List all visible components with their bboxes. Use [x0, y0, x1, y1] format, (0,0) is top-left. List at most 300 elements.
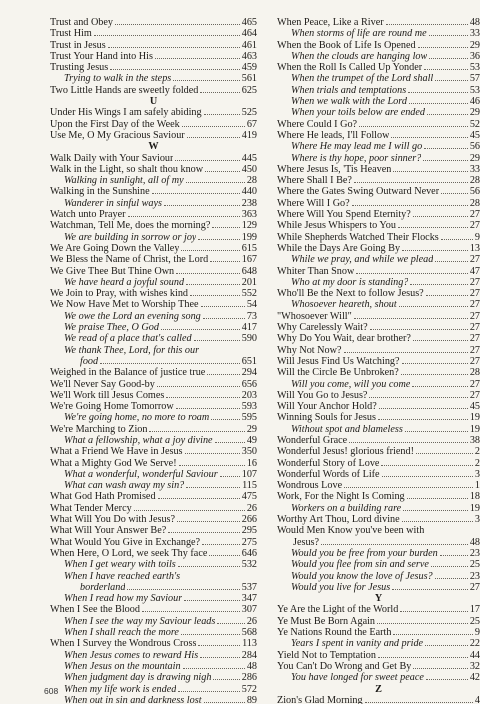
- index-entry: [50, 186, 257, 197]
- entry-title: While Shepherds Watched Their Flocks: [277, 231, 439, 243]
- dot-leader: [108, 47, 240, 48]
- entry-title: When Jesus on the mountain: [64, 660, 181, 672]
- dot-leader: [441, 239, 473, 240]
- entry-title: Under His Wings I am safely abiding: [50, 107, 202, 119]
- dot-leader: [186, 182, 245, 183]
- dot-leader: [441, 193, 468, 194]
- dot-leader: [100, 363, 240, 364]
- index-subentry: [50, 559, 257, 570]
- dot-leader: [435, 80, 468, 81]
- dot-leader: [181, 634, 240, 635]
- index-entry: [50, 164, 257, 175]
- entry-title: Workers on a building rare: [291, 502, 402, 514]
- hymn-number: 49: [246, 434, 257, 446]
- index-subentry: [50, 695, 257, 704]
- hymn-number: 48: [246, 660, 257, 672]
- dot-leader: [177, 521, 240, 522]
- index-subentry: [50, 469, 257, 480]
- index-subentry: [50, 650, 257, 661]
- hymn-number: 294: [241, 367, 257, 379]
- hymn-number: 17: [469, 604, 480, 616]
- hymn-number: 463: [241, 50, 257, 62]
- index-entry: [277, 650, 480, 661]
- entry-title: When we walk with the Lord: [291, 96, 407, 108]
- entry-title: While Jesus Whispers to You: [277, 220, 396, 232]
- dot-leader: [205, 171, 240, 172]
- index-entry: [50, 153, 257, 164]
- index-entry: [277, 345, 480, 356]
- entry-title: Wonderful Words of Life: [277, 468, 380, 480]
- index-entry: [277, 130, 480, 141]
- index-entry: [50, 288, 257, 299]
- dot-leader: [381, 465, 472, 466]
- dot-leader: [183, 668, 245, 669]
- hymn-number: 19: [469, 412, 480, 424]
- hymn-number: 57: [469, 73, 480, 85]
- index-entry: [277, 412, 480, 423]
- dot-leader: [349, 442, 468, 443]
- index-entry: [50, 220, 257, 231]
- entry-title: Trusting Jesus: [50, 62, 109, 74]
- hymn-number: 593: [241, 401, 257, 413]
- hymn-number: 42: [469, 672, 480, 684]
- hymn-number: 532: [241, 559, 257, 571]
- entry-title: Without spot and blameless: [291, 423, 403, 435]
- index-subentry: [277, 85, 480, 96]
- hymn-number: 552: [241, 288, 257, 300]
- hymn-number: 32: [469, 660, 480, 672]
- hymn-number: 2: [474, 446, 480, 458]
- dot-leader: [209, 555, 239, 556]
- entry-title: While we pray, and while we plead: [291, 254, 434, 266]
- dot-leader: [179, 465, 245, 466]
- hymn-number: 46: [469, 96, 480, 108]
- entry-title: We Give Thee But Thine Own: [50, 265, 175, 277]
- dot-leader: [407, 498, 468, 499]
- entry-title: Ye Must Be Born Again: [277, 615, 376, 627]
- entry-title: What God Hath Promised: [50, 491, 156, 503]
- dot-leader: [158, 498, 240, 499]
- entry-title: Would you flee from sin and serve: [291, 559, 429, 571]
- index-subentry: [50, 333, 257, 344]
- entry-title: We are building in sorrow or joy: [64, 231, 197, 243]
- hymn-number: 29: [469, 152, 480, 164]
- entry-title: Whosoever heareth, shout: [291, 299, 397, 311]
- page-number: 608: [44, 686, 59, 696]
- hymn-number: 203: [241, 389, 257, 401]
- hymn-number: 651: [241, 355, 257, 367]
- hymn-number: 29: [469, 39, 480, 51]
- index-subentry: [50, 198, 257, 209]
- dot-leader: [142, 611, 240, 612]
- hymn-number: 33: [469, 163, 480, 175]
- entry-title: Why Do You Wait, dear brother?: [277, 333, 411, 345]
- index-entry: [50, 209, 257, 220]
- index-entry: [277, 333, 480, 344]
- dot-leader: [403, 510, 468, 511]
- entry-title: Work, For the Night Is Coming: [277, 491, 405, 503]
- hymn-number: 572: [241, 683, 257, 695]
- index-subentry: [277, 638, 480, 649]
- index-subentry: [277, 559, 480, 570]
- entry-title: You Can't Do Wrong and Get By: [277, 660, 412, 672]
- dot-leader: [220, 476, 240, 477]
- index-entry: [50, 548, 257, 559]
- hymn-number: 238: [241, 197, 257, 209]
- dot-leader: [427, 114, 468, 115]
- hymn-number: 53: [469, 84, 480, 96]
- dot-leader: [115, 24, 240, 25]
- index-subentry: [50, 345, 257, 356]
- dot-leader: [402, 250, 468, 251]
- index-entry: [277, 220, 480, 231]
- dot-leader: [356, 273, 467, 274]
- dot-leader: [424, 69, 468, 70]
- hymn-number: 646: [241, 547, 257, 559]
- hymn-number: 45: [469, 129, 480, 141]
- index-subentry: [50, 571, 257, 582]
- hymn-number: 19: [469, 502, 480, 514]
- entry-title: We're Marching to Zion: [50, 423, 148, 435]
- hymn-number: 54: [246, 299, 257, 311]
- index-subentry: [50, 412, 257, 423]
- index-subentry: [277, 96, 480, 107]
- dot-leader: [176, 273, 240, 274]
- entry-title: When the trumpet of the Lord shall: [291, 73, 434, 85]
- entry-title: We read of a place that's called: [64, 333, 192, 345]
- dot-leader: [203, 318, 245, 319]
- hymn-number: 475: [241, 491, 257, 503]
- entry-title: Use Me, O My Gracious Saviour: [50, 129, 185, 141]
- dot-leader: [426, 679, 468, 680]
- dot-leader: [198, 645, 240, 646]
- hymn-number: 28: [469, 197, 480, 209]
- dot-leader: [379, 408, 468, 409]
- dot-leader: [392, 589, 468, 590]
- index-subentry: [277, 254, 480, 265]
- index-entry: [50, 51, 257, 62]
- dot-leader: [382, 476, 473, 477]
- index-column-left: [50, 17, 257, 704]
- entry-title: When I shall reach the more: [64, 627, 179, 639]
- hymn-number: 19: [469, 423, 480, 435]
- hymn-number: 56: [469, 141, 480, 153]
- section-letter: W: [148, 141, 159, 153]
- dot-leader: [429, 35, 468, 36]
- entry-title: We Bless the Name of Christ, the Lord: [50, 254, 209, 266]
- hymn-number: 73: [246, 310, 257, 322]
- hymn-number: 27: [469, 322, 480, 334]
- index-entry: [277, 198, 480, 209]
- index-subentry: [50, 627, 257, 638]
- entry-title: When I read how my Saviour: [64, 593, 183, 605]
- dot-leader: [413, 216, 468, 217]
- hymn-number: 56: [469, 186, 480, 198]
- dot-leader: [110, 69, 239, 70]
- index-subentry: [50, 684, 257, 695]
- index-subentry: [277, 582, 480, 593]
- entry-title: When trials and temptations: [291, 84, 407, 96]
- entry-title: Trust Your Hand into His: [50, 50, 153, 62]
- index-subentry: [277, 548, 480, 559]
- dot-leader: [440, 555, 468, 556]
- dot-leader: [175, 160, 239, 161]
- hymn-number: 27: [469, 344, 480, 356]
- dot-leader: [166, 397, 239, 398]
- dot-leader: [201, 306, 245, 307]
- dot-leader: [210, 261, 240, 262]
- index-subentry: [50, 661, 257, 672]
- entry-title: Who'll Be the Next to follow Jesus?: [277, 288, 424, 300]
- index-entry: [50, 458, 257, 469]
- index-entry: [277, 266, 480, 277]
- entry-title: Years I spent in vanity and pride: [291, 638, 424, 650]
- index-subentry: [277, 153, 480, 164]
- dot-leader: [149, 431, 244, 432]
- hymn-number: 18: [469, 491, 480, 503]
- entry-title: When I see the way my Saviour leads: [64, 615, 216, 627]
- dot-leader: [213, 679, 239, 680]
- dot-leader: [182, 126, 245, 127]
- entry-title: When out in sin and darkness lost: [64, 694, 202, 704]
- hymn-number: 27: [469, 299, 480, 311]
- index-entry: [277, 40, 480, 51]
- dot-leader: [202, 544, 240, 545]
- entry-title: Wanderer in sinful ways: [64, 197, 163, 209]
- index-entry: [277, 627, 480, 638]
- entry-title: Zion's Glad Morning: [277, 694, 363, 704]
- dot-leader: [435, 578, 468, 579]
- dot-leader: [152, 193, 240, 194]
- hymn-number: 67: [246, 118, 257, 130]
- dot-leader: [393, 634, 472, 635]
- entry-title: "Whosoever Will": [277, 310, 352, 322]
- entry-title: Two Little Hands are sweetly folded: [50, 84, 199, 96]
- hymn-number: 48: [469, 17, 480, 28]
- dot-leader: [378, 419, 468, 420]
- hymn-number: 29: [246, 423, 257, 435]
- dot-leader: [187, 137, 240, 138]
- hymn-number: 26: [246, 615, 257, 627]
- hymn-number: 648: [241, 265, 257, 277]
- entry-title: Will the Circle Be Unbroken?: [277, 367, 399, 379]
- index-entry: [50, 367, 257, 378]
- entry-title: What Will Your Answer Be?: [50, 525, 167, 537]
- entry-title: When I See the Blood: [50, 604, 140, 616]
- index-subentry: [50, 593, 257, 604]
- entry-title: Walking in the Sunshine: [50, 186, 150, 198]
- entry-title: Why Not Now?: [277, 344, 342, 356]
- dot-leader: [409, 103, 468, 104]
- entry-title: Trying to walk in the steps: [64, 73, 172, 85]
- index-entry: [277, 446, 480, 457]
- dot-leader: [128, 216, 240, 217]
- entry-title: We Join to Pray, with wishes kind: [50, 288, 189, 300]
- hymn-number: 295: [241, 525, 257, 537]
- dot-leader: [321, 544, 468, 545]
- entry-title: Wonderful Jesus! glorious friend!: [277, 446, 414, 458]
- hymn-number: 45: [469, 401, 480, 413]
- index-subentry: [50, 582, 257, 593]
- hymn-number: 464: [241, 28, 257, 40]
- dot-leader: [435, 261, 467, 262]
- dot-leader: [410, 284, 467, 285]
- entry-title: When my life work is ended: [64, 683, 177, 695]
- index-entry: [277, 356, 480, 367]
- index-entry: [50, 119, 257, 130]
- hymn-number: 450: [241, 163, 257, 175]
- entry-title: When the Book of Life Is Opened: [277, 39, 416, 51]
- entry-title: Would you be free from your burden: [291, 547, 438, 559]
- dot-leader: [200, 657, 240, 658]
- dot-leader: [431, 566, 468, 567]
- index-entry: [50, 243, 257, 254]
- index-entry: [277, 119, 480, 130]
- index-entry: [50, 537, 257, 548]
- index-subentry: [277, 571, 480, 582]
- hymn-number: 465: [241, 17, 257, 28]
- entry-title: Where is thy hope, poor sinner?: [291, 152, 422, 164]
- index-entry: [277, 243, 480, 254]
- dot-leader: [408, 92, 468, 93]
- section-letter: Y: [374, 593, 383, 605]
- dot-leader: [402, 521, 473, 522]
- hymn-number: 590: [241, 333, 257, 345]
- index-entry: [50, 491, 257, 502]
- entry-title: Watch unto Prayer: [50, 209, 126, 221]
- index-entry: [277, 311, 480, 322]
- hymn-number: 27: [469, 378, 480, 390]
- dot-leader: [344, 352, 468, 353]
- index-entry: [277, 367, 480, 378]
- entry-title: We owe the Lord an evening song: [64, 310, 201, 322]
- hymn-number: 33: [469, 28, 480, 40]
- dot-leader: [412, 386, 467, 387]
- hymn-number: 266: [241, 514, 257, 526]
- index-entry: [277, 435, 480, 446]
- dot-leader: [354, 182, 468, 183]
- dot-leader: [423, 160, 467, 161]
- index-entry: [277, 401, 480, 412]
- entry-title: What Tender Mercy: [50, 502, 132, 514]
- hymn-number: 52: [469, 118, 480, 130]
- dot-leader: [215, 442, 245, 443]
- hymn-number: 199: [241, 231, 257, 243]
- entry-title: Would you know the love of Jesus?: [291, 570, 433, 582]
- index-entry: [277, 186, 480, 197]
- entry-title: While the Days Are Going By: [277, 242, 401, 254]
- hymn-number: 167: [241, 254, 257, 266]
- index-entry: [50, 503, 257, 514]
- index-entry: [50, 85, 257, 96]
- hymn-number: 417: [241, 322, 257, 334]
- hymn-number: 25: [469, 615, 480, 627]
- dot-leader: [178, 566, 240, 567]
- entry-title: We'll Never Say Good-by: [50, 378, 155, 390]
- entry-title: Where Will You Spend Eternity?: [277, 209, 411, 221]
- entry-title: Jesus?: [293, 536, 320, 548]
- dot-leader: [94, 35, 240, 36]
- index-entry: [277, 288, 480, 299]
- index-entry: [50, 17, 257, 28]
- hymn-number: 275: [241, 536, 257, 548]
- dot-leader: [168, 532, 239, 533]
- index-entry: [50, 62, 257, 73]
- index-subentry: [50, 175, 257, 186]
- dot-leader: [354, 318, 468, 319]
- hymn-number: 27: [469, 254, 480, 266]
- dot-leader: [418, 47, 468, 48]
- entry-title: When the clouds are hanging low: [291, 50, 428, 62]
- hymn-number: 595: [241, 412, 257, 424]
- index-entry: [277, 525, 480, 536]
- hymn-number: 9: [474, 627, 480, 639]
- entry-title: Walk Daily with Your Saviour: [50, 152, 174, 164]
- index-subentry: [50, 311, 257, 322]
- index-entry: [277, 175, 480, 186]
- dot-leader: [178, 691, 239, 692]
- entry-title: Ye Are the Light of the World: [277, 604, 399, 616]
- dot-leader: [212, 227, 239, 228]
- hymn-number: 28: [469, 367, 480, 379]
- entry-title: Where Could I Go?: [277, 118, 358, 130]
- dot-leader: [344, 487, 473, 488]
- dot-leader: [359, 126, 468, 127]
- dot-leader: [211, 419, 239, 420]
- dot-leader: [413, 340, 468, 341]
- entry-title: When judgment day is drawing nigh: [64, 672, 212, 684]
- index-entry: [277, 491, 480, 502]
- hymn-number: 23: [469, 570, 480, 582]
- entry-title: Will Your Anchor Hold?: [277, 401, 377, 413]
- dot-leader: [369, 397, 467, 398]
- entry-title: We'll Work till Jesus Comes: [50, 389, 165, 401]
- entry-title: What a Mighty God We Serve!: [50, 457, 177, 469]
- hymn-number: 440: [241, 186, 257, 198]
- index-entry: [50, 40, 257, 51]
- index-entry: [277, 209, 480, 220]
- index-subentry: [277, 379, 480, 390]
- hymn-number: 27: [469, 355, 480, 367]
- hymn-number: 284: [241, 649, 257, 661]
- index-column-right: [277, 17, 480, 704]
- dot-leader: [370, 329, 468, 330]
- index-entry: [50, 266, 257, 277]
- index-entry: [277, 390, 480, 401]
- index-subentry: [50, 616, 257, 627]
- entry-title: Trust Him: [50, 28, 92, 40]
- hymn-number: 26: [246, 502, 257, 514]
- index-subentry: [50, 232, 257, 243]
- entry-title: What a wonderful, wonderful Saviour: [64, 468, 218, 480]
- entry-title: Walking in sunlight, all of my: [64, 175, 184, 187]
- hymn-number: 27: [469, 389, 480, 401]
- entry-title: When the Roll Is Called Up Yonder: [277, 62, 423, 74]
- hymn-number: 27: [469, 288, 480, 300]
- dot-leader: [190, 295, 240, 296]
- dot-leader: [399, 306, 468, 307]
- hymn-number: 89: [246, 694, 257, 704]
- hymn-number: 36: [469, 50, 480, 62]
- hymn-number: 13: [469, 242, 480, 254]
- dot-leader: [127, 589, 239, 590]
- hymn-number: 27: [469, 276, 480, 288]
- entry-title: Ye Nations Round the Earth: [277, 627, 392, 639]
- entry-title: Whiter Than Snow: [277, 265, 355, 277]
- index-subentry: [277, 299, 480, 310]
- entry-title: What a Friend We Have in Jesus: [50, 446, 183, 458]
- dot-leader: [386, 24, 468, 25]
